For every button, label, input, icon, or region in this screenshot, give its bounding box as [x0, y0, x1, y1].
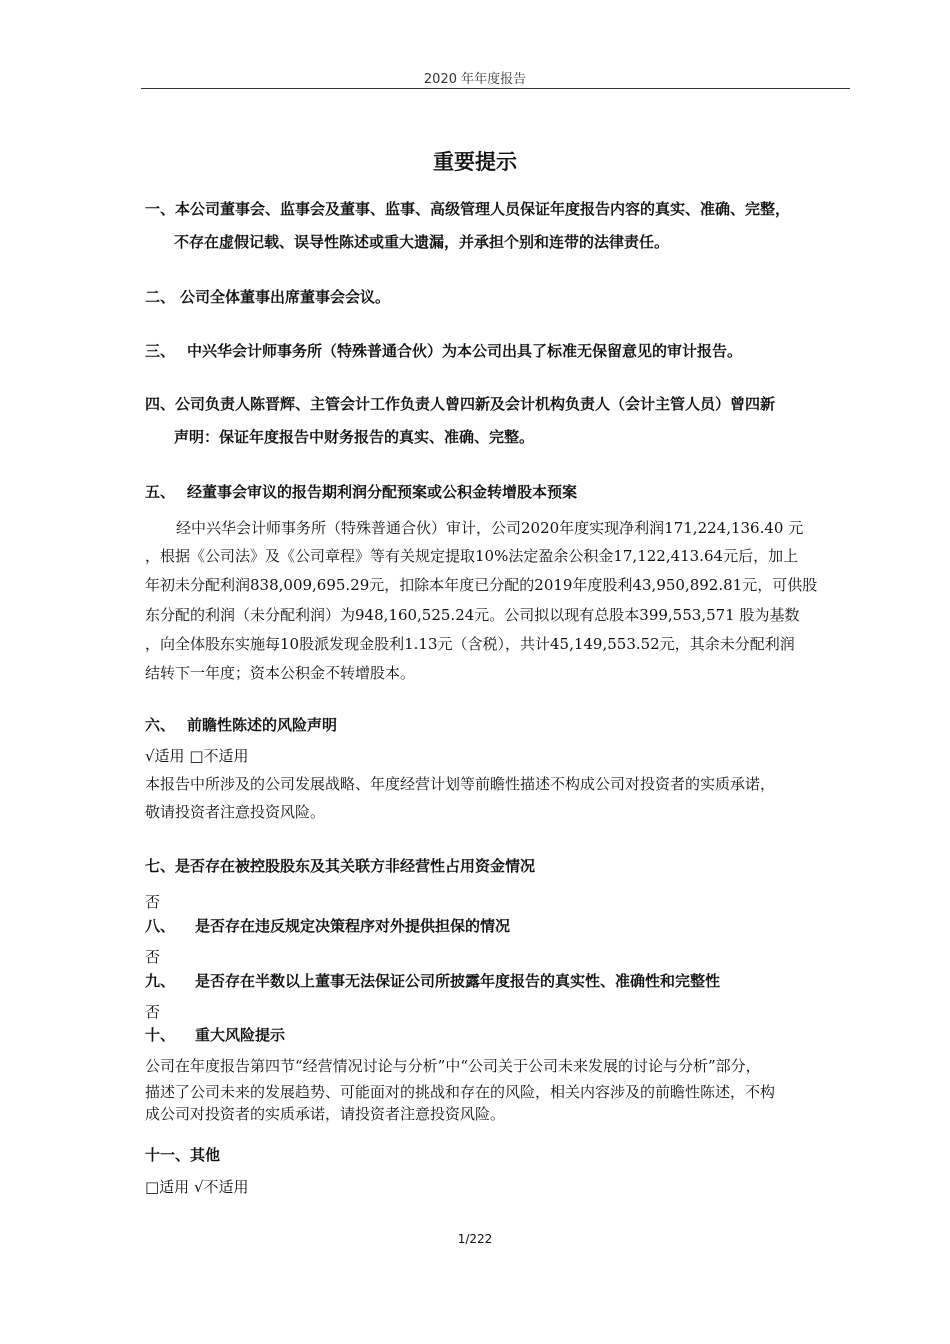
- item-6-applicability: √适用 □不适用: [145, 747, 249, 765]
- item-5-body-line: ，根据《公司法》及《公司章程》等有关规定提取10%法定盈余公积金17,122,413.64元后，加上: [145, 547, 799, 565]
- item-5-body-line: ，向全体股东实施每10股派发现金股利1.13元（含税），共计45,149,553.52元，其余未分配利润: [145, 635, 795, 653]
- item-5-body-line: 结转下一年度；资本公积金不转增股本。: [145, 664, 416, 682]
- item-6-text: 前瞻性陈述的风险声明: [187, 716, 338, 734]
- item-1-number: 一、: [145, 200, 176, 218]
- item-10-body-line: 公司在年度报告第四节“经营情况讨论与分析”中“公司关于公司未来发展的讨论与分析”部分，: [145, 1057, 761, 1075]
- item-11-heading: [145, 1144, 220, 1165]
- item-1-line-2: 不存在虚假记载、误导性陈述或重大遗漏，并承担个别和连带的法律责任。: [174, 233, 670, 251]
- item-4-text: 公司负责人陈晋辉、主管会计工作负责人曾四新及会计机构负责人（会计主管人员）曾四新: [175, 395, 776, 413]
- item-9-number: 九、: [145, 972, 176, 990]
- item-9-text: 是否存在半数以上董事无法保证公司所披露年度报告的真实性、准确性和完整性: [195, 972, 721, 990]
- item-7-number: 七、: [145, 857, 176, 875]
- item-2-text: 公司全体董事出席董事会会议。: [180, 288, 391, 306]
- item-8-text: 是否存在违反规定决策程序对外提供担保的情况: [195, 917, 511, 935]
- item-5-heading: [145, 481, 577, 502]
- item-10-body-line: 描述了公司未来的发展趋势、可能面对的挑战和存在的风险，相关内容涉及的前瞻性陈述，不构: [145, 1083, 776, 1101]
- item-5-number: 五、: [145, 483, 176, 501]
- header-divider: [141, 88, 850, 89]
- item-3: [145, 340, 742, 361]
- item-7-heading: [145, 855, 535, 876]
- item-1-line-1: [145, 198, 790, 219]
- item-6-body-line: 本报告中所涉及的公司发展战略、年度经营计划等前瞻性描述不构成公司对投资者的实质承诺，: [145, 775, 776, 793]
- item-8-number: 八、: [145, 917, 176, 935]
- item-11-applicability: □适用 √不适用: [145, 1178, 249, 1196]
- item-4-line-1: [145, 393, 775, 414]
- item-5-body-line: 东分配的利润（未分配利润）为948,160,525.24元。公司拟以现有总股本399,553,571 股为基数: [145, 606, 800, 624]
- page-title: 重要提示: [433, 150, 517, 174]
- item-4-line-2: 声明：保证年度报告中财务报告的真实、准确、完整。: [174, 428, 535, 446]
- item-11-text: 其他: [190, 1146, 221, 1164]
- item-2: [145, 286, 390, 307]
- page-number: 1/222: [457, 1232, 493, 1246]
- item-4-number: 四、: [145, 395, 176, 413]
- item-11-number: 十一、: [145, 1146, 191, 1164]
- item-2-number: 二、: [145, 288, 176, 306]
- item-10-number: 十、: [145, 1026, 176, 1044]
- item-8-heading: [145, 915, 510, 936]
- item-6-body-line: 敬请投资者注意投资风险。: [145, 803, 326, 821]
- item-9-heading: [145, 970, 720, 991]
- item-9-answer: 否: [145, 1003, 161, 1021]
- item-8-answer: 否: [145, 948, 161, 966]
- item-1-text: 本公司董事会、监事会及董事、监事、高级管理人员保证年度报告内容的真实、准确、完整，: [175, 200, 791, 218]
- page-header: 2020 年年度报告: [423, 72, 527, 87]
- item-6-heading: [145, 714, 337, 735]
- item-7-text: 是否存在被控股股东及其关联方非经营性占用资金情况: [175, 857, 536, 875]
- item-10-body-line: 成公司对投资者的实质承诺，请投资者注意投资风险。: [145, 1105, 506, 1123]
- item-10-text: 重大风险提示: [195, 1026, 286, 1044]
- item-10-heading: [145, 1024, 285, 1045]
- item-7-answer: 否: [145, 893, 161, 911]
- item-3-number: 三、: [145, 342, 176, 360]
- item-6-number: 六、: [145, 716, 176, 734]
- item-5-body-line: 经中兴华会计师事务所（特殊普通合伙）审计，公司2020年度实现净利润171,224,136.40 元: [176, 519, 804, 537]
- item-3-text: 中兴华会计师事务所（特殊普通合伙）为本公司出具了标准无保留意见的审计报告。: [187, 342, 743, 360]
- item-5-text: 经董事会审议的报告期利润分配预案或公积金转增股本预案: [187, 483, 578, 501]
- item-5-body-line: 年初未分配利润838,009,695.29元，扣除本年度已分配的2019年度股利43,950,892.81元，可供股: [145, 576, 818, 594]
